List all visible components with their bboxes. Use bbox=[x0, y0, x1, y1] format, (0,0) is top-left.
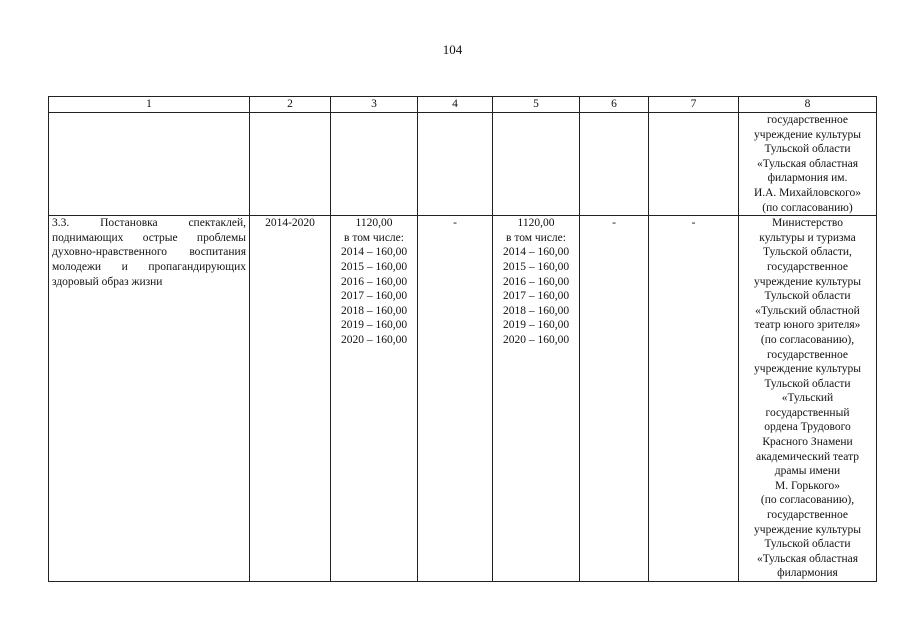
text-line: 2020 – 160,00 bbox=[340, 333, 408, 346]
cell-empty bbox=[580, 113, 649, 216]
text-line: Тульской области bbox=[764, 377, 851, 390]
text-line: театр юного зрителя» bbox=[754, 319, 861, 332]
text-line: М. Горького» bbox=[774, 479, 841, 492]
text-line: 2019 – 160,00 bbox=[340, 319, 408, 332]
text-line: 2014 – 160,00 bbox=[340, 246, 408, 259]
text-line: И.А. Михайловского» bbox=[753, 186, 862, 199]
text-line: Тульской области, bbox=[763, 246, 852, 259]
text-line: государственный bbox=[765, 406, 850, 419]
text-line: филармония bbox=[777, 567, 838, 580]
cell-empty bbox=[649, 113, 739, 216]
cell-empty bbox=[49, 113, 250, 216]
header-col-3: 3 bbox=[331, 97, 418, 113]
text-line: «Тульский bbox=[781, 392, 834, 405]
cell-col4: - bbox=[418, 216, 493, 582]
cell-col6: - bbox=[580, 216, 649, 582]
text-line: 2014 – 160,00 bbox=[502, 246, 570, 259]
header-col-4: 4 bbox=[418, 97, 493, 113]
header-col-8: 8 bbox=[739, 97, 877, 113]
text-line: драмы имени bbox=[774, 465, 841, 478]
text-line: 2017 – 160,00 bbox=[340, 290, 408, 303]
text-line: (по согласованию), bbox=[760, 333, 855, 346]
cell-empty bbox=[250, 113, 331, 216]
text-line: 2015 – 160,00 bbox=[340, 260, 408, 273]
text-line: 2018 – 160,00 bbox=[340, 304, 408, 317]
text-line: (по согласованию), bbox=[760, 494, 855, 507]
text-line: (по согласованию) bbox=[762, 201, 853, 214]
header-col-7: 7 bbox=[649, 97, 739, 113]
header-row bbox=[49, 97, 877, 113]
text-line: 2017 – 160,00 bbox=[502, 290, 570, 303]
header-col-6: 6 bbox=[580, 97, 649, 113]
text-line: Тульской области bbox=[764, 290, 851, 303]
page-number: 104 bbox=[442, 42, 463, 57]
cell-empty bbox=[418, 113, 493, 216]
text-line: Красного Знамени bbox=[762, 436, 853, 449]
text-line: государственное bbox=[766, 260, 849, 273]
header-col-2: 2 bbox=[250, 97, 331, 113]
table-row-continuation bbox=[49, 113, 877, 216]
text-line: в том числе: bbox=[344, 231, 404, 244]
text-line: 2016 – 160,00 bbox=[340, 275, 408, 288]
text-line: 2019 – 160,00 bbox=[502, 319, 570, 332]
text-line: учреждение культуры bbox=[754, 363, 861, 376]
text-line: «Тульская областная bbox=[756, 552, 859, 565]
cell-regional-funding bbox=[493, 216, 580, 582]
text-line: государственное bbox=[766, 509, 849, 522]
program-table bbox=[48, 96, 877, 582]
text-line: учреждение культуры bbox=[754, 275, 861, 288]
text-line: 1120,00 bbox=[517, 217, 555, 230]
text-line: культуры и туризма bbox=[759, 231, 856, 244]
cell-responsible-continued bbox=[739, 113, 877, 216]
text-line: 2016 – 160,00 bbox=[502, 275, 570, 288]
text-line: Министерство bbox=[772, 217, 843, 230]
text-line: академический театр bbox=[755, 450, 860, 463]
header-col-5: 5 bbox=[493, 97, 580, 113]
text-line: «Тульский областной bbox=[755, 304, 860, 317]
text-line: филармония им. bbox=[767, 172, 848, 185]
text-line: учреждение культуры bbox=[754, 523, 861, 536]
cell-responsible bbox=[739, 216, 877, 582]
cell-col7: - bbox=[649, 216, 739, 582]
text-line: государственное bbox=[766, 114, 849, 126]
text-line: учреждение культуры bbox=[754, 128, 861, 141]
text-line: «Тульская областная bbox=[756, 157, 859, 170]
text-line: ордена Трудового bbox=[764, 421, 851, 434]
cell-total-funding bbox=[331, 216, 418, 582]
text-line: 1120,00 bbox=[355, 217, 393, 230]
header-col-1: 1 bbox=[49, 97, 250, 113]
text-line: Тульской области bbox=[764, 538, 851, 551]
text-line: 2020 – 160,00 bbox=[502, 333, 570, 346]
text-line: в том числе: bbox=[506, 231, 566, 244]
cell-activity-description: 3.3. Постановка спектаклей, поднимающих острые проблемы духовно-нравственного воспитания молодежи и пропагандирующих здоровый образ жизни bbox=[49, 216, 250, 582]
text-line: 2015 – 160,00 bbox=[502, 260, 570, 273]
cell-empty bbox=[493, 113, 580, 216]
cell-empty bbox=[331, 113, 418, 216]
table-row-3-3 bbox=[49, 216, 877, 582]
text-line: государственное bbox=[766, 348, 849, 361]
cell-period: 2014-2020 bbox=[250, 216, 331, 582]
text-line: 2018 – 160,00 bbox=[502, 304, 570, 317]
text-line: Тульской области bbox=[764, 143, 851, 156]
